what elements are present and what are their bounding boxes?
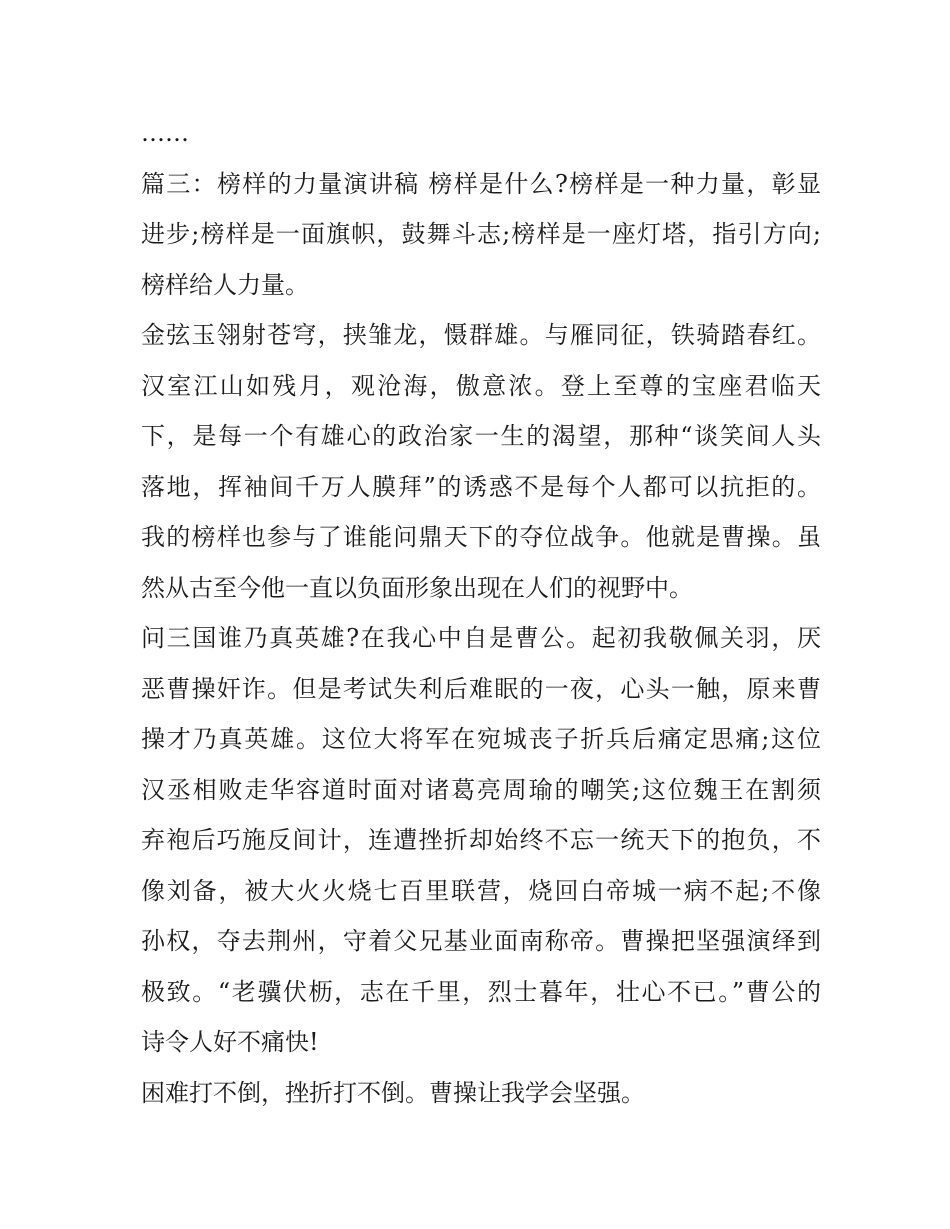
text-line: 落地，挥袖间千万人膜拜”的诱惑不是每个人都可以抗拒的。	[141, 472, 821, 501]
document-body	[141, 108, 821, 1118]
text-line: 榜样给人力量。	[141, 270, 309, 299]
text-line: 下，是每一个有雄心的政治家一生的渴望，那种“谈笑间人头	[141, 422, 821, 450]
text-line: 然从古至今他一直以负面形象出现在人们的视野中。	[141, 573, 693, 602]
text-line: 困难打不倒，挫折打不倒。曹操让我学会坚强。	[141, 1078, 645, 1107]
text-line: 金弦玉翎射苍穹，挟雏龙，慑群雄。与雁同征，铁骑踏春红。	[141, 321, 821, 349]
text-line: 极致。“老骥伏枥，志在千里，烈士暮年，壮心不已。”曹公的	[141, 977, 821, 1006]
text-line: 孙权，夺去荆州，守着父兄基业面南称帝。曹操把坚强演绎到	[141, 927, 821, 955]
text-line: 汉室江山如残月，观沧海，傲意浓。登上至尊的宝座君临天	[141, 371, 821, 400]
ellipsis-line: ……	[141, 119, 189, 147]
text-line: 恶曹操奸诈。但是考试失利后难眠的一夜，心头一触，原来曹	[141, 674, 821, 703]
text-line: 操才乃真英雄。这位大将军在宛城丧子折兵后痛定思痛;这位	[141, 725, 821, 753]
text-line: 弃袍后巧施反间计，连遭挫折却始终不忘一统天下的抱负，不	[141, 826, 821, 854]
text-line: 汉丞相败走华容道时面对诸葛亮周瑜的嘲笑;这位魏王在割须	[141, 775, 821, 804]
text-line: 进步;榜样是一面旗帜，鼓舞斗志;榜样是一座灯塔，指引方向;	[141, 220, 821, 248]
text-line: 问三国谁乃真英雄?在我心中自是曹公。起初我敬佩关羽，厌	[141, 624, 821, 652]
text-line: 像刘备，被大火火烧七百里联营，烧回白帝城一病不起;不像	[141, 876, 821, 905]
text-line: 诗令人好不痛快!	[141, 1028, 319, 1056]
text-line: 篇三：榜样的力量演讲稿 榜样是什么?榜样是一种力量，彰显	[141, 169, 821, 198]
text-line: 我的榜样也参与了谁能问鼎天下的夺位战争。他就是曹操。虽	[141, 523, 821, 551]
